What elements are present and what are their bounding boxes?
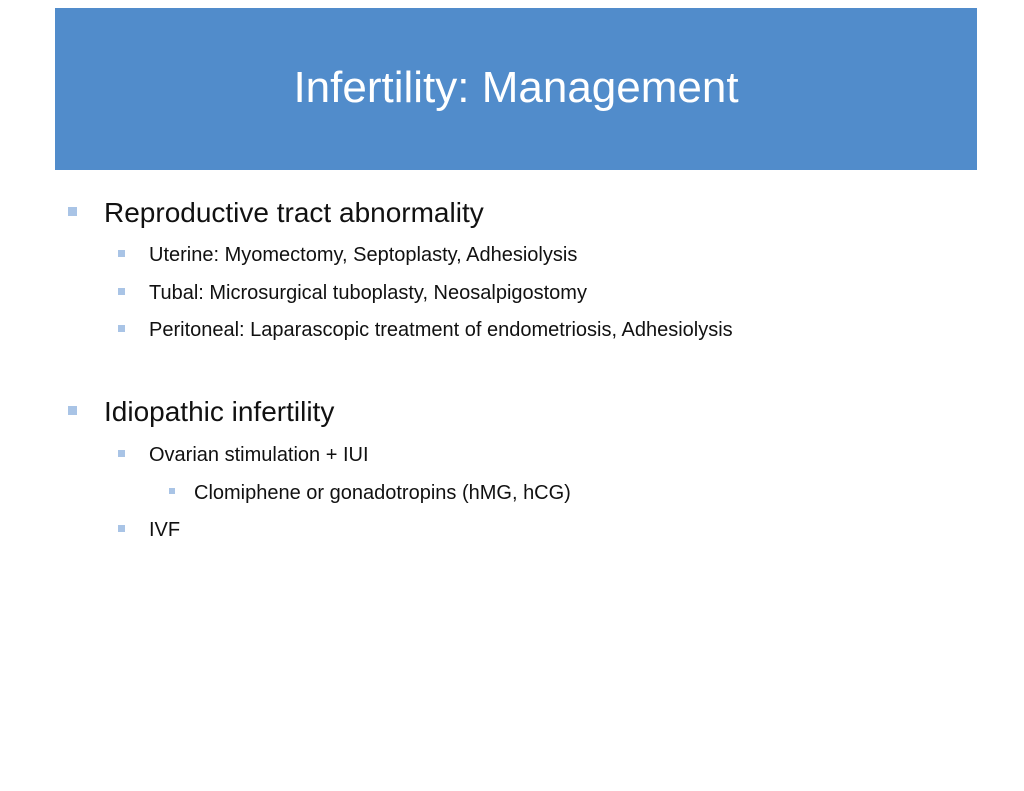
bullet-item-tubal xyxy=(149,281,587,305)
square-bullet-icon xyxy=(68,207,77,216)
bullet-text: Tubal: Microsurgical tuboplasty, Neosalpigostomy xyxy=(149,282,587,304)
square-bullet-icon xyxy=(169,488,175,494)
bullet-item-ivf xyxy=(149,518,180,542)
bullet-item-peritoneal xyxy=(149,318,733,342)
square-bullet-icon xyxy=(68,406,77,415)
bullet-text: Ovarian stimulation + IUI xyxy=(149,444,369,466)
square-bullet-icon xyxy=(118,250,125,257)
bullet-text: Clomiphene or gonadotropins (hMG, hCG) xyxy=(194,482,571,504)
bullet-item-ovarian-stimulation xyxy=(149,443,369,467)
bullet-text: Peritoneal: Laparascopic treatment of endometriosis, Adhesiolysis xyxy=(149,319,733,341)
square-bullet-icon xyxy=(118,288,125,295)
square-bullet-icon xyxy=(118,525,125,532)
bullet-text: Reproductive tract abnormality xyxy=(104,197,484,228)
bullet-text: Uterine: Myomectomy, Septoplasty, Adhesiolysis xyxy=(149,244,578,266)
square-bullet-icon xyxy=(118,450,125,457)
slide-title: Infertility: Management xyxy=(293,63,739,112)
bullet-item-uterine xyxy=(149,243,577,267)
bullet-text: IVF xyxy=(149,519,181,541)
bullet-item-idiopathic xyxy=(104,396,334,428)
bullet-item-reproductive-tract xyxy=(104,197,484,229)
square-bullet-icon xyxy=(118,325,125,332)
bullet-text: Idiopathic infertility xyxy=(104,396,335,427)
bullet-item-clomiphene xyxy=(194,481,571,505)
